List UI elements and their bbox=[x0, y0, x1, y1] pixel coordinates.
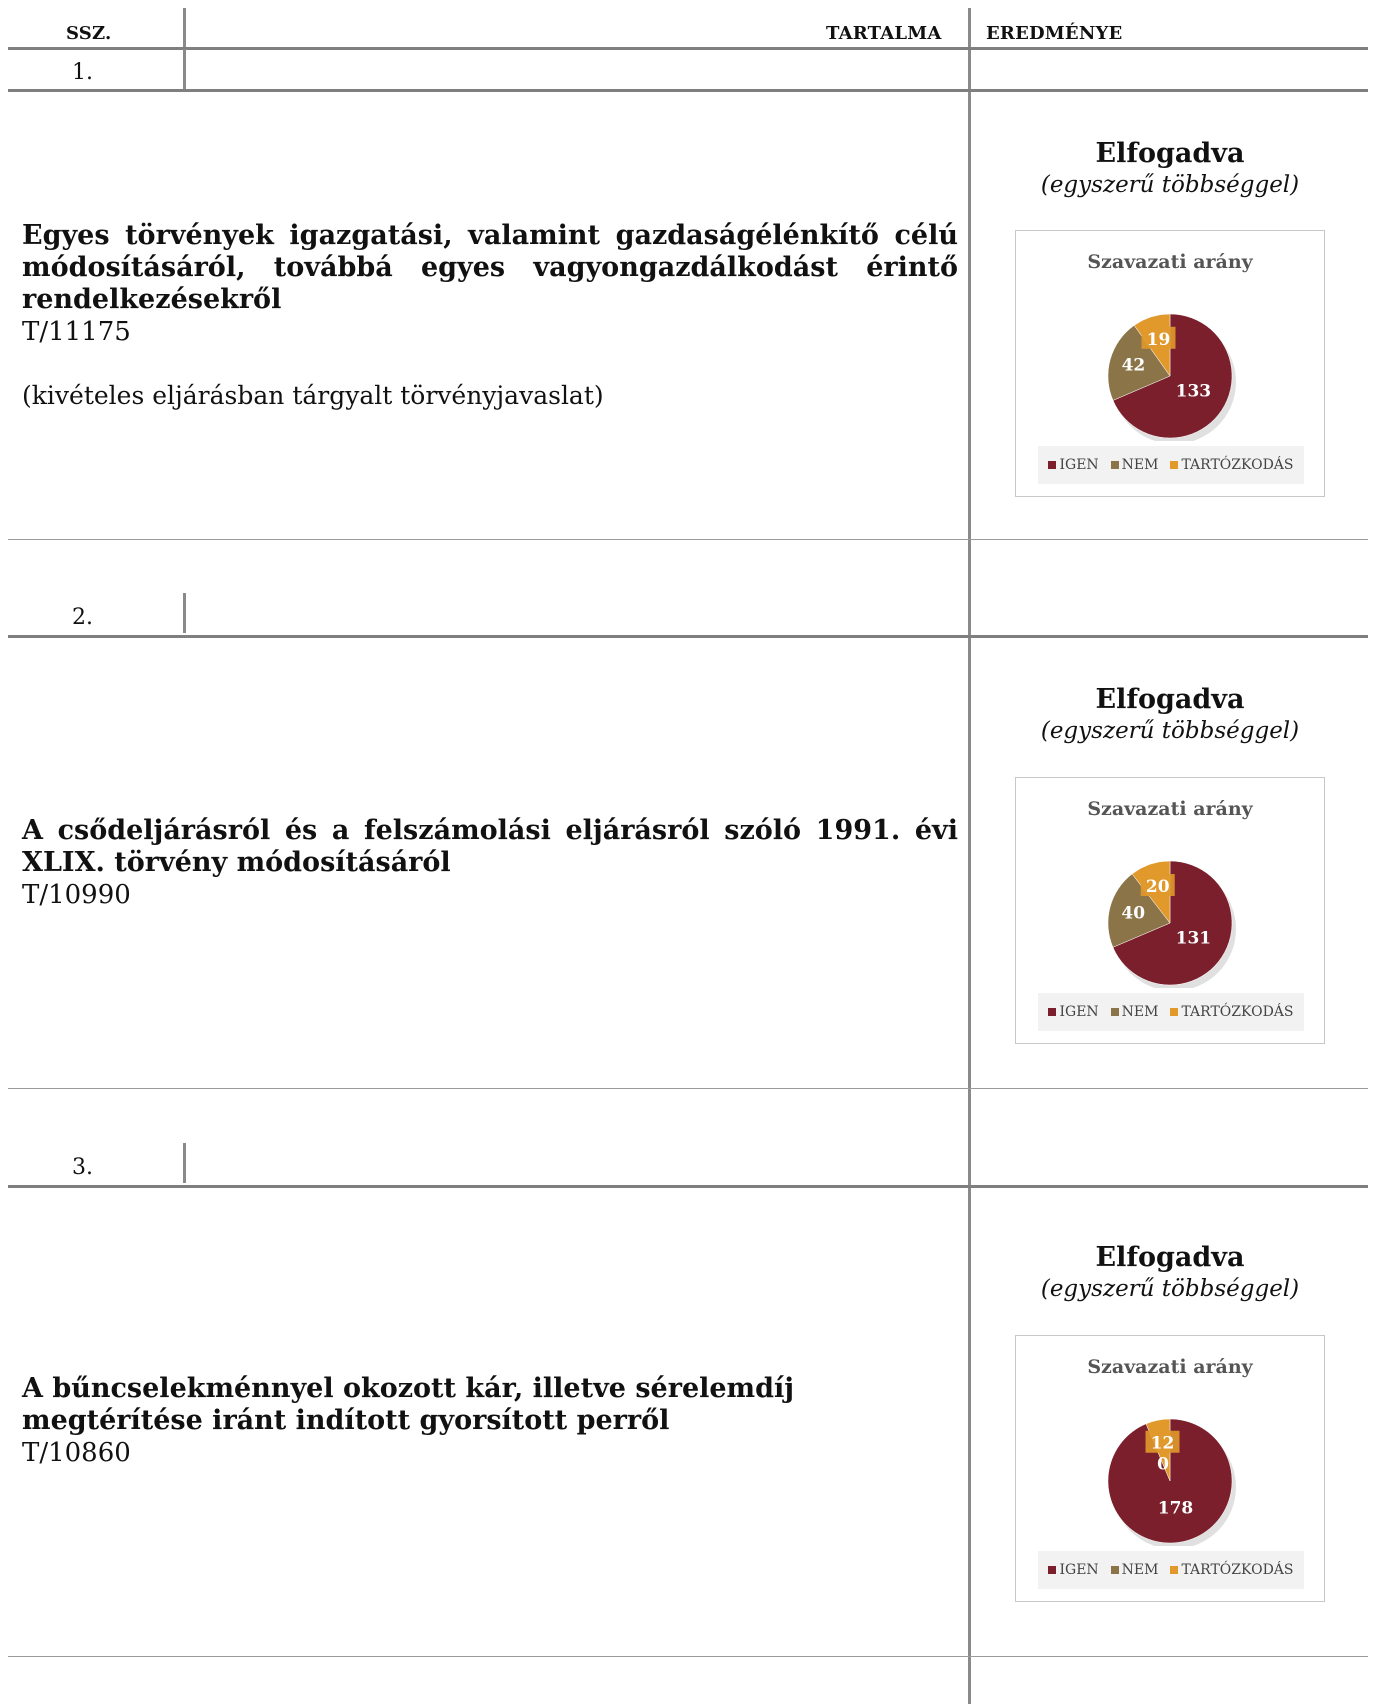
result-status: Elfogadva bbox=[1095, 684, 1245, 715]
bill-note: (kivételes eljárásban tárgyalt törvényjavaslat) bbox=[22, 381, 604, 410]
legend-swatch bbox=[1048, 461, 1056, 469]
bill-title: A bűncselekménnyel okozott kár, illetve sérelemdíj megtérítése iránt indított gyorsított perről bbox=[22, 1373, 795, 1436]
result-3 bbox=[1000, 1242, 1340, 1304]
legend-tart: TARTÓZKODÁS bbox=[1170, 1004, 1293, 1020]
header-result: EREDMÉNYE bbox=[986, 23, 1123, 44]
vote-chart-1 bbox=[1015, 230, 1325, 497]
row1-end-rule bbox=[8, 539, 1368, 540]
bill-3 bbox=[22, 1373, 812, 1469]
row2-end-rule bbox=[8, 1088, 1368, 1089]
chart-legend bbox=[1038, 1551, 1304, 1589]
data-label-tart: 20 bbox=[1145, 877, 1170, 898]
row2-rule bbox=[8, 635, 1368, 638]
data-label-igen: 131 bbox=[1175, 928, 1212, 949]
col-divider-header bbox=[183, 8, 186, 48]
bill-code: T/11175 bbox=[22, 317, 131, 347]
header-bottom-rule bbox=[8, 47, 1368, 50]
chart-title: Szavazati arány bbox=[1087, 798, 1253, 820]
pie-svg bbox=[1016, 231, 1324, 441]
row1-rule bbox=[8, 89, 1368, 92]
legend-swatch bbox=[1111, 1566, 1119, 1574]
row3-rule bbox=[8, 1185, 1368, 1188]
vote-chart-2 bbox=[1015, 777, 1325, 1044]
result-2 bbox=[1000, 684, 1340, 746]
legend-igen: IGEN bbox=[1048, 457, 1098, 473]
header-content: TARTALMA bbox=[826, 23, 942, 44]
legend-swatch bbox=[1048, 1566, 1056, 1574]
col-divider-row3 bbox=[183, 1143, 186, 1183]
legend-tart: TARTÓZKODÁS bbox=[1170, 457, 1293, 473]
data-label-tart: 19 bbox=[1146, 329, 1171, 350]
legend-tart: TARTÓZKODÁS bbox=[1170, 1562, 1293, 1578]
bill-code: T/10860 bbox=[22, 1438, 131, 1468]
data-label-nem: 40 bbox=[1121, 903, 1146, 924]
data-label-nem: 42 bbox=[1121, 355, 1146, 376]
legend-igen: IGEN bbox=[1048, 1004, 1098, 1020]
result-status: Elfogadva bbox=[1095, 1242, 1245, 1273]
bill-title: Egyes törvények igazgatási, valamint gazdaságélénkítő célú módosításáról, továbbá egyes vagyongazdálkodást érintő rendelkezésekről bbox=[22, 220, 958, 315]
row-number-1: 1. bbox=[72, 60, 93, 85]
data-label-nem: 0 bbox=[1157, 1454, 1169, 1475]
col-divider-main bbox=[968, 8, 971, 1704]
bill-title: A csődeljárásról és a felszámolási eljárásról szóló 1991. évi XLIX. törvény módosításáról bbox=[22, 815, 958, 878]
pie-svg bbox=[1016, 778, 1324, 988]
bill-code: T/10990 bbox=[22, 880, 131, 910]
legend-nem: NEM bbox=[1111, 1562, 1159, 1578]
legend-swatch bbox=[1170, 1566, 1178, 1574]
result-majority: (egyszerű többséggel) bbox=[1040, 1276, 1300, 1302]
legend-swatch bbox=[1111, 461, 1119, 469]
col-divider-row1 bbox=[183, 49, 186, 89]
result-majority: (egyszerű többséggel) bbox=[1040, 172, 1300, 198]
legend-swatch bbox=[1170, 461, 1178, 469]
result-1 bbox=[1000, 138, 1340, 200]
result-status: Elfogadva bbox=[1095, 138, 1245, 169]
row3-end-rule bbox=[8, 1656, 1368, 1657]
legend-igen: IGEN bbox=[1048, 1562, 1098, 1578]
legend-swatch bbox=[1111, 1008, 1119, 1016]
data-label-igen: 133 bbox=[1175, 381, 1212, 402]
chart-title: Szavazati arány bbox=[1087, 1356, 1253, 1378]
data-label-tart: 12 bbox=[1150, 1433, 1175, 1454]
legend-swatch bbox=[1048, 1008, 1056, 1016]
bill-1 bbox=[22, 220, 958, 412]
result-majority: (egyszerű többséggel) bbox=[1040, 718, 1300, 744]
legend-nem: NEM bbox=[1111, 457, 1159, 473]
legend-swatch bbox=[1170, 1008, 1178, 1016]
row-number-2: 2. bbox=[72, 605, 93, 630]
chart-legend bbox=[1038, 993, 1304, 1031]
chart-legend bbox=[1038, 446, 1304, 484]
bill-2 bbox=[22, 815, 958, 911]
chart-title: Szavazati arány bbox=[1087, 251, 1253, 273]
row-number-3: 3. bbox=[72, 1155, 93, 1180]
data-label-igen: 178 bbox=[1157, 1498, 1194, 1519]
header-number: SSZ. bbox=[66, 23, 112, 44]
vote-chart-3 bbox=[1015, 1335, 1325, 1602]
legend-nem: NEM bbox=[1111, 1004, 1159, 1020]
col-divider-row2 bbox=[183, 593, 186, 633]
pie-svg bbox=[1016, 1336, 1324, 1546]
